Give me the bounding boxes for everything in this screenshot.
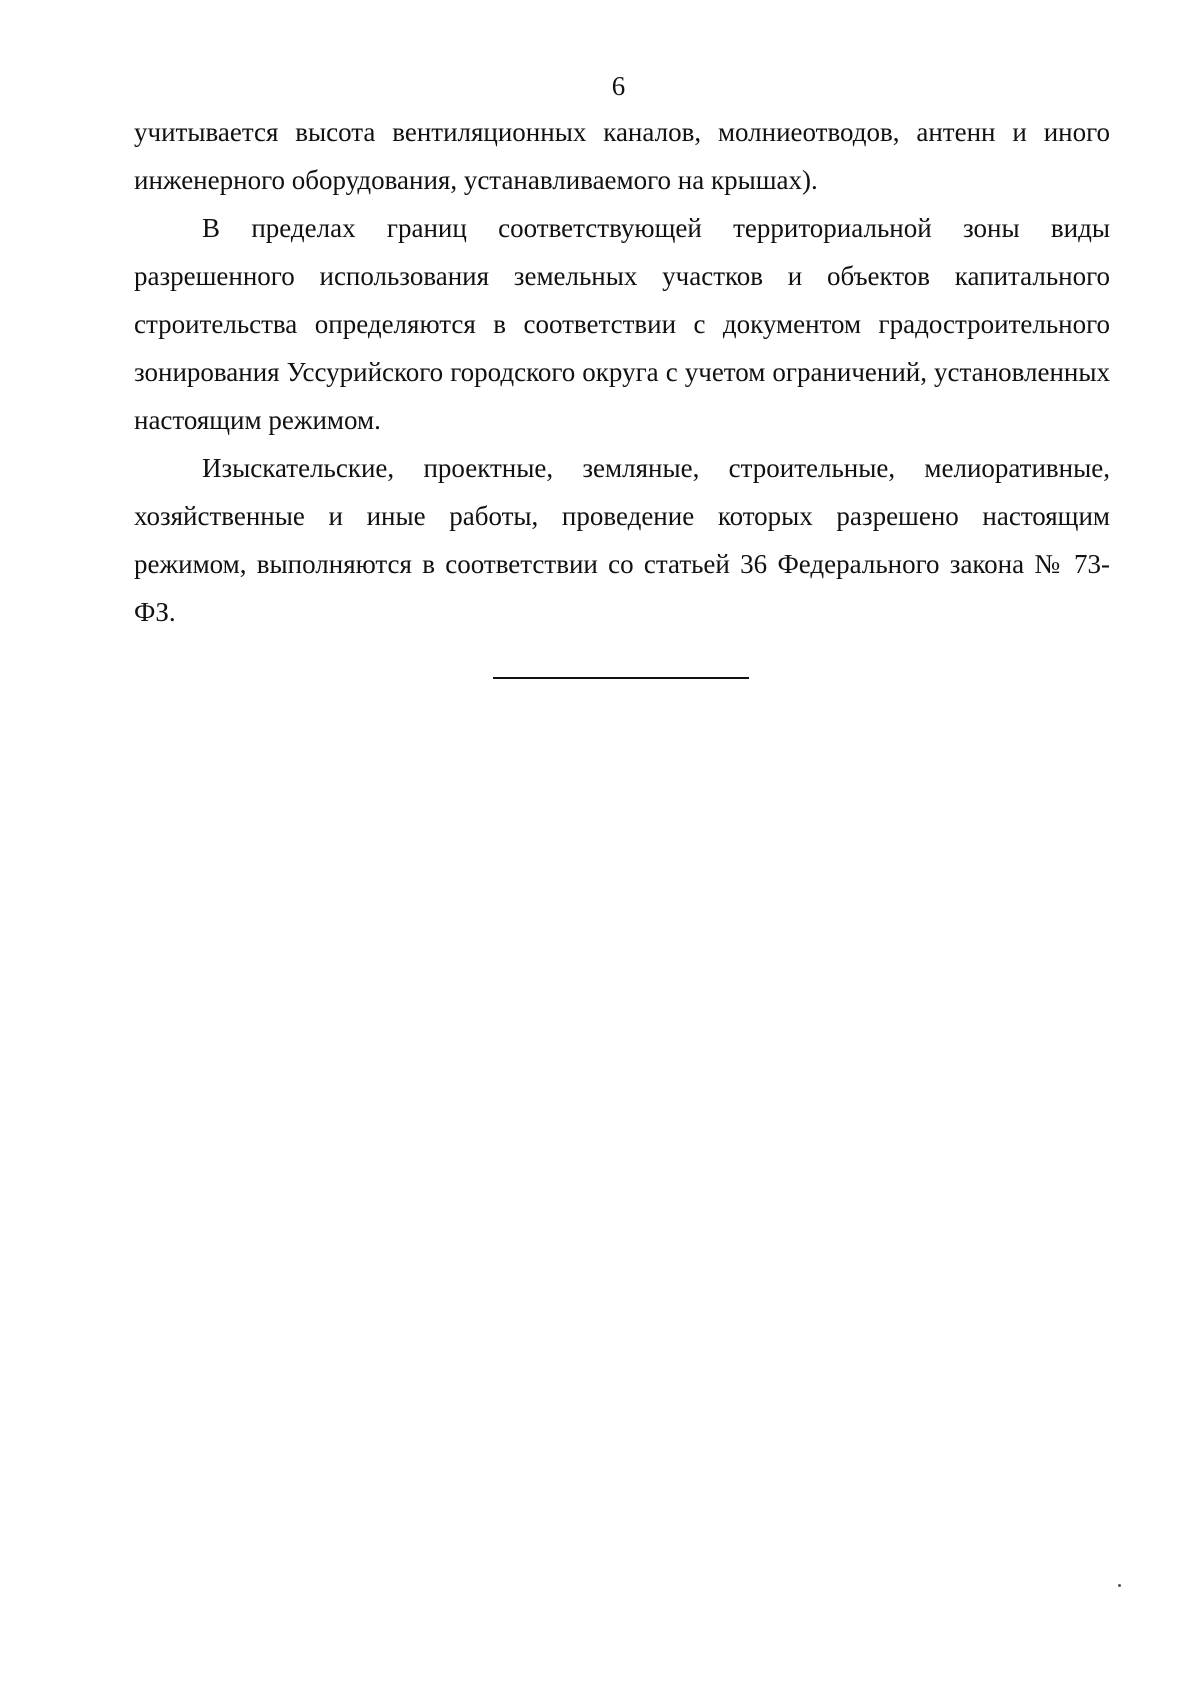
end-of-text-rule — [493, 677, 749, 679]
paragraph-permitted-use: В пределах границ соответствующей территориальной зоны виды разрешенного использования земельных участков и объектов капитального строительства определяются в соответствии с документом градостроительного зонирования Уссурийского городского округа с учетом ограничений, установленных настоящим режимом. — [134, 213, 1110, 435]
page-number: 6 — [611, 71, 626, 101]
paragraph-works: Изыскательские, проектные, земляные, строительные, мелиоративные, хозяйственные и иные работы, проведение которых разрешено настоящим режимом, выполняются в соответствии со статьей 36 Федерального закона № 73-ФЗ. — [134, 453, 1110, 627]
scan-speck — [1118, 1584, 1121, 1587]
paragraph-continuation: учитывается высота вентиляционных каналов, молниеотводов, антенн и иного инженерного оборудования, устанавливаемого на крышах). — [134, 117, 1110, 195]
document-body — [134, 108, 1110, 636]
